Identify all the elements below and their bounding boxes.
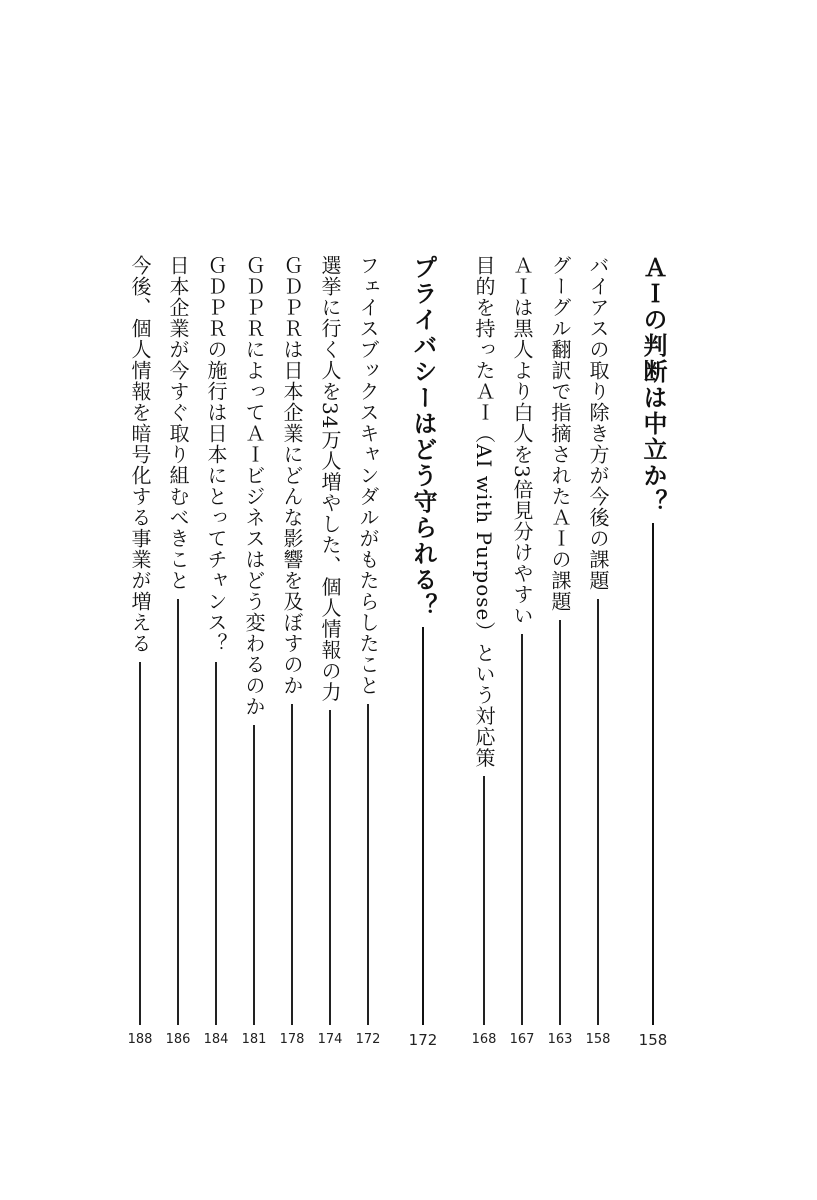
toc-entry[interactable]	[158, 255, 198, 1055]
page-number: 172	[355, 1032, 381, 1047]
page-number: 188	[127, 1032, 153, 1047]
toc-section-heading[interactable]	[633, 255, 673, 1055]
leader-line	[483, 776, 485, 1025]
page-number: 158	[585, 1032, 611, 1047]
toc-title: ＧＤＰＲの施行は日本にとってチャンス？	[204, 255, 228, 654]
toc-entry[interactable]	[196, 255, 236, 1055]
toc-title: ＧＤＰＲによってＡＩビジネスはどう変わるのか	[242, 255, 266, 717]
leader-line	[521, 634, 523, 1025]
toc-entry[interactable]	[578, 255, 618, 1055]
leader-line	[329, 710, 331, 1025]
toc-title: グーグル翻訳で指摘されたＡＩの課題	[548, 255, 572, 612]
leader-line	[177, 599, 179, 1025]
toc-title: フェイスブックスキャンダルがもたらしたこと	[356, 255, 380, 696]
toc-title: 目的を持ったＡＩ（AI with Purpose）という対応策	[472, 255, 496, 769]
toc-title: 選挙に行く人を34万人増やした、個人情報の力	[318, 255, 342, 703]
toc-title: ＡＩは黒人より白人を3倍見分けやすい	[510, 255, 534, 626]
leader-line	[215, 662, 217, 1025]
toc-section-heading[interactable]	[403, 255, 443, 1055]
page-number: 184	[203, 1032, 229, 1047]
page-number: 181	[241, 1032, 267, 1047]
page-number: 172	[408, 1031, 438, 1049]
page-number: 178	[279, 1032, 305, 1047]
toc-entry[interactable]	[502, 255, 542, 1055]
leader-line	[253, 725, 255, 1025]
page-number: 174	[317, 1032, 343, 1047]
page-number: 158	[638, 1031, 668, 1049]
toc-entry[interactable]	[120, 255, 160, 1055]
leader-line	[139, 662, 141, 1025]
toc-entry[interactable]	[234, 255, 274, 1055]
page-number: 168	[471, 1032, 497, 1047]
page-number: 167	[509, 1032, 535, 1047]
leader-line	[367, 704, 369, 1025]
leader-line	[597, 599, 599, 1025]
toc-entry[interactable]	[464, 255, 504, 1055]
leader-line	[559, 620, 561, 1025]
toc-title: 日本企業が今すぐ取り組むべきこと	[166, 255, 190, 591]
toc-title: ＡＩの判断は中立か？	[639, 255, 667, 515]
toc-title: 今後、個人情報を暗号化する事業が増える	[128, 255, 152, 654]
toc-entry[interactable]	[310, 255, 350, 1055]
leader-line	[291, 704, 293, 1025]
toc-entry[interactable]	[272, 255, 312, 1055]
page-number: 163	[547, 1032, 573, 1047]
toc-entry[interactable]	[540, 255, 580, 1055]
leader-line	[652, 523, 655, 1025]
page-number: 186	[165, 1032, 191, 1047]
toc-title: ＧＤＰＲは日本企業にどんな影響を及ぼすのか	[280, 255, 304, 696]
toc-entry[interactable]	[348, 255, 388, 1055]
toc-title: バイアスの取り除き方が今後の課題	[586, 255, 610, 591]
toc-title: プライバシーはどう守られる？	[409, 255, 437, 619]
leader-line	[422, 627, 425, 1025]
